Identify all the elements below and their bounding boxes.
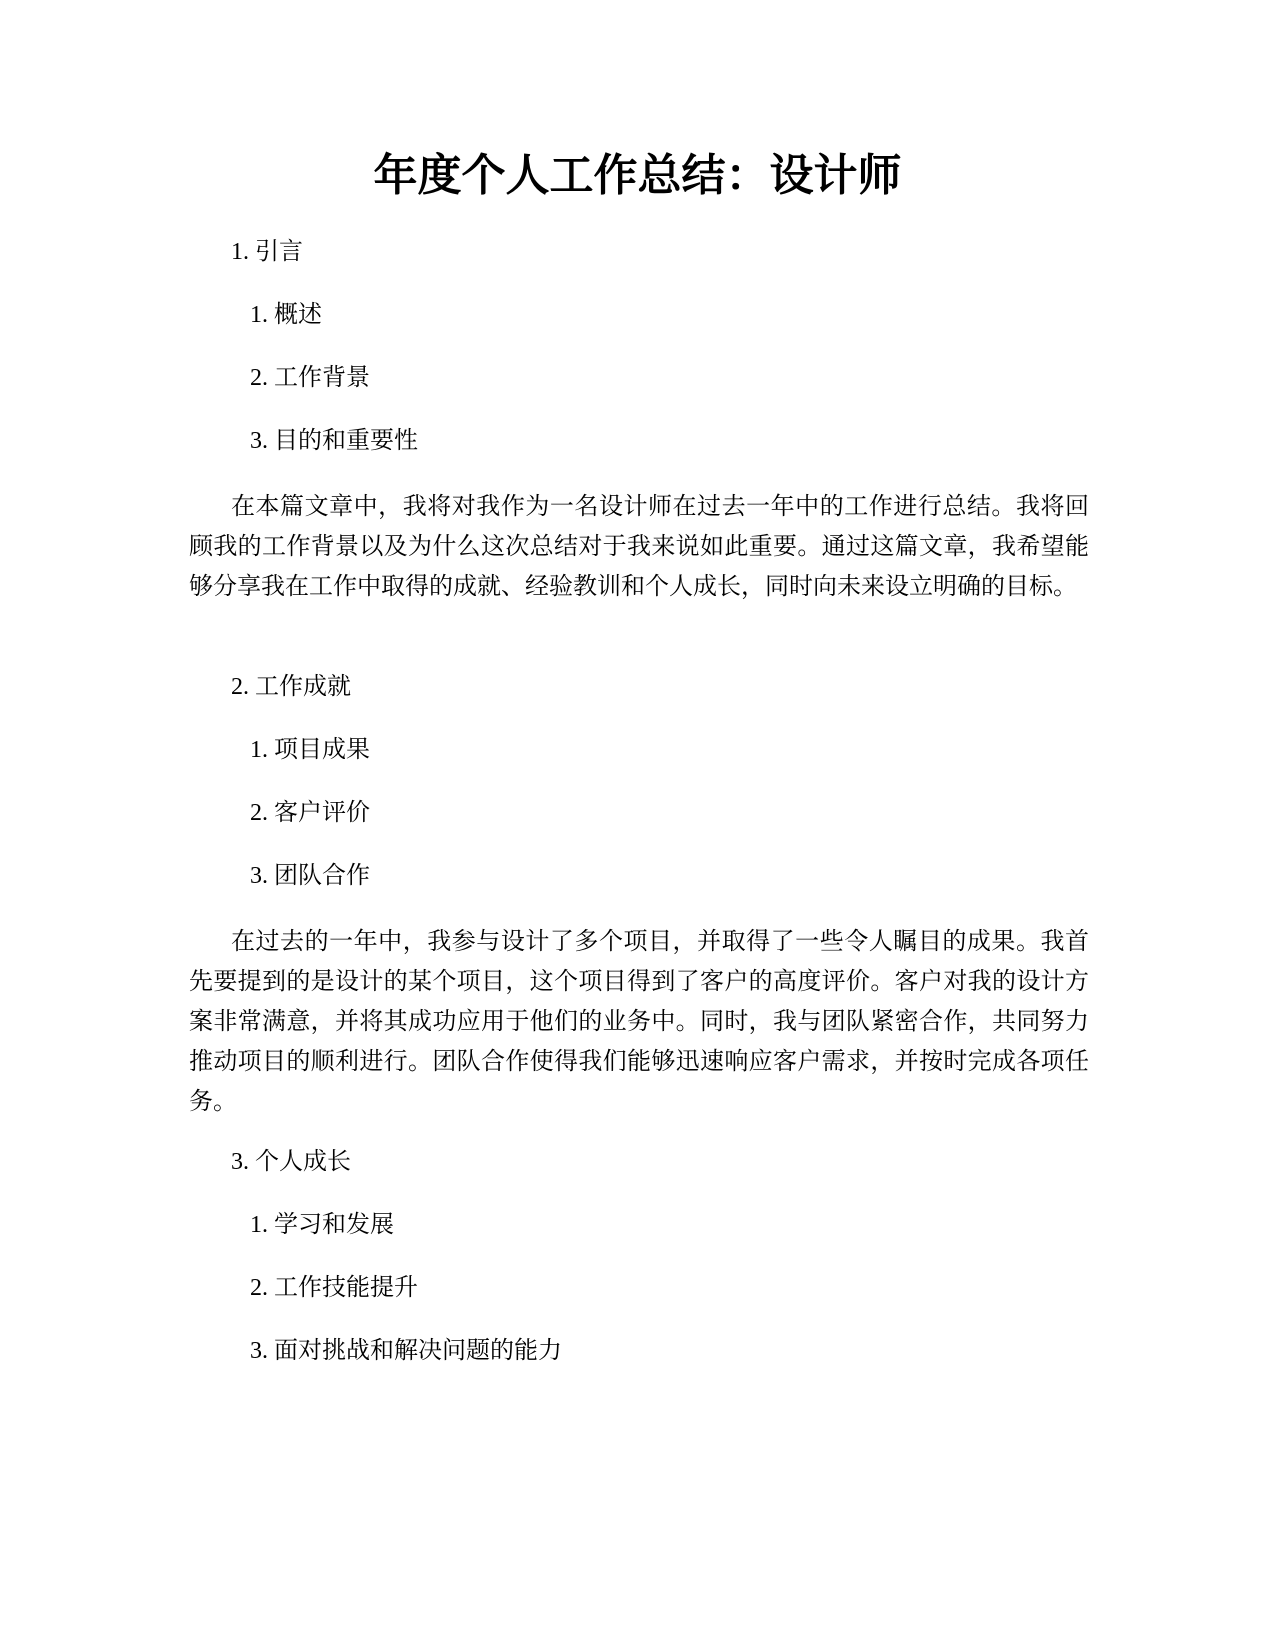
subitem-client-feedback: 2. 客户评价 — [250, 800, 370, 826]
subitem-teamwork: 3. 团队合作 — [250, 863, 370, 889]
subitem-purpose-importance: 3. 目的和重要性 — [250, 428, 418, 454]
subitem-project-results: 1. 项目成果 — [250, 737, 370, 763]
section-heading-achievements: 2. 工作成就 — [231, 674, 351, 700]
subitem-skill-improvement: 2. 工作技能提升 — [250, 1275, 418, 1301]
section-heading-personal-growth: 3. 个人成长 — [231, 1149, 351, 1175]
subitem-overview: 1. 概述 — [250, 302, 322, 328]
subitem-learning-development: 1. 学习和发展 — [250, 1212, 394, 1238]
section-heading-intro: 1. 引言 — [231, 239, 303, 265]
subitem-problem-solving: 3. 面对挑战和解决问题的能力 — [250, 1338, 562, 1364]
document-title: 年度个人工作总结：设计师 — [373, 150, 902, 201]
subitem-work-background: 2. 工作背景 — [250, 365, 370, 391]
paragraph-intro: 在本篇文章中，我将对我作为一名设计师在过去一年中的工作进行总结。我将回顾我的工作背景以及为什么这次总结对于我来说如此重要。通过这篇文章，我希望能够分享我在工作中取得的成就、经验教训和个人成长，同时向未来设立明确的目标。 — [189, 494, 1089, 600]
paragraph-achievements: 在过去的一年中，我参与设计了多个项目，并取得了一些令人瞩目的成果。我首先要提到的是设计的某个项目，这个项目得到了客户的高度评价。客户对我的设计方案非常满意，并将其成功应用于他们的业务中。同时，我与团队紧密合作，共同努力推动项目的顺利进行。团队合作使得我们能够迅速响应客户需求，并按时完成各项任务。 — [189, 929, 1089, 1115]
